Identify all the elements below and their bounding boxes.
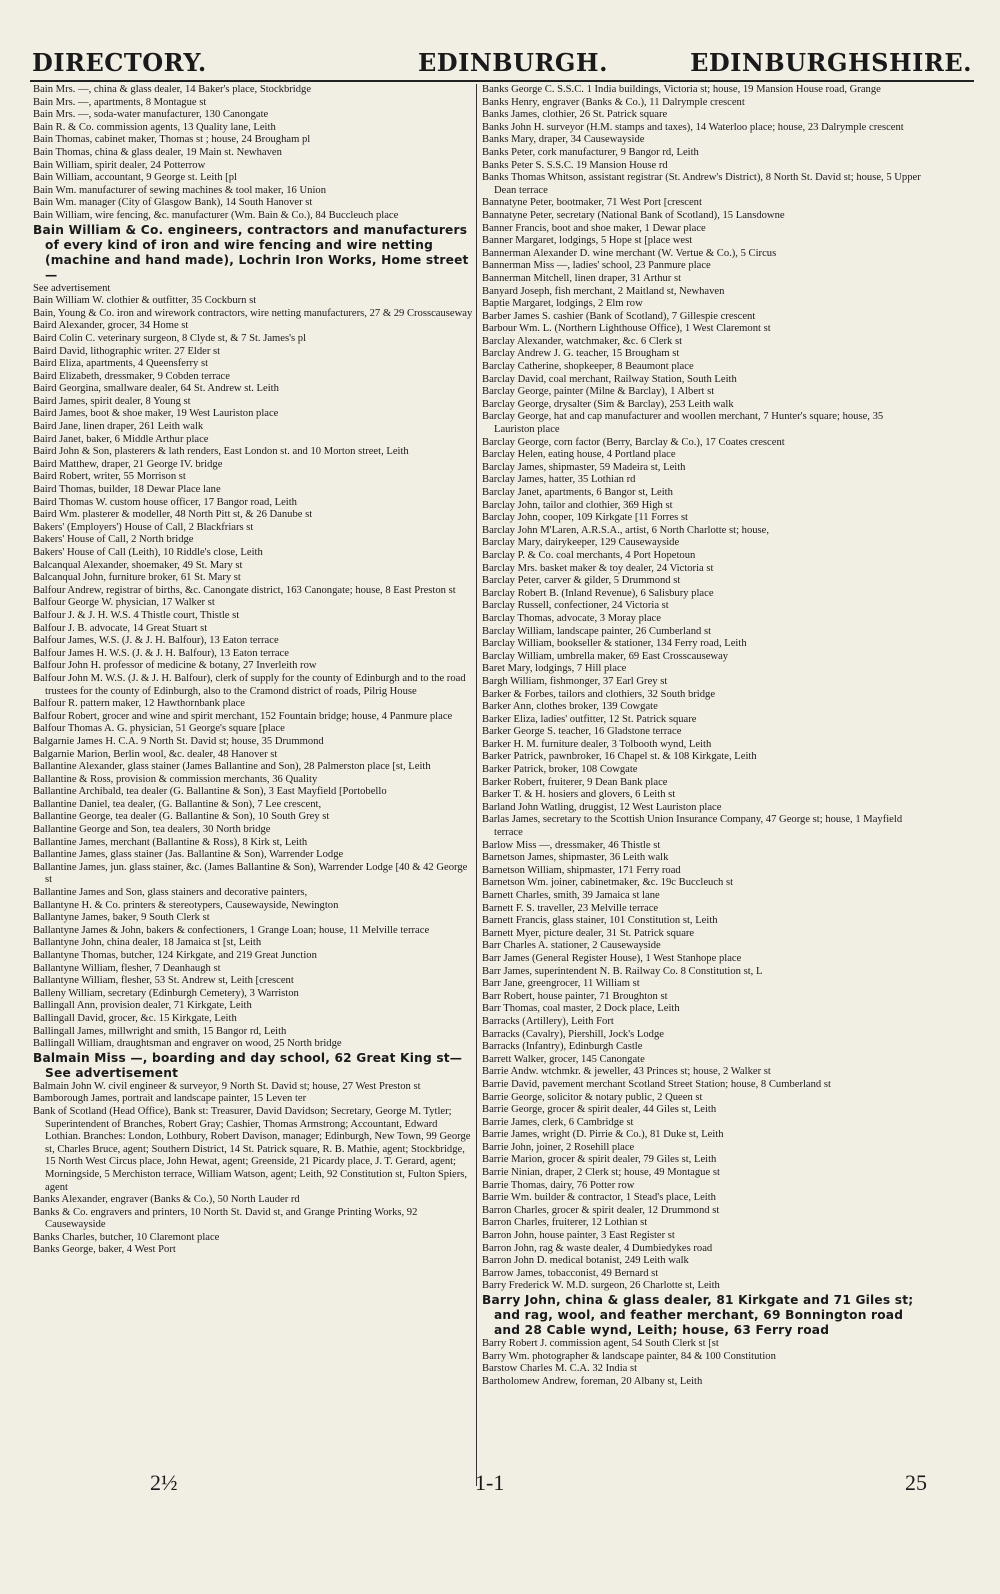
directory-entry: Ballantine George, tea dealer (G. Ballantine & Son), 10 South Grey st xyxy=(33,811,330,823)
directory-entry: Barracks (Artillery), Leith Fort xyxy=(482,1015,614,1027)
directory-entry: Ballantyne John, china dealer, 18 Jamaica st [st, Leith xyxy=(33,937,262,949)
directory-entry: Baird Robert, writer, 55 Morrison st xyxy=(33,471,186,483)
directory-entry: Barclay P. & Co. coal merchants, 4 Port Hopetoun xyxy=(482,549,696,561)
directory-entry: Barnetson William, shipmaster, 171 Ferry road xyxy=(482,864,681,876)
directory-entry: Barclay David, coal merchant, Railway Station, South Leith xyxy=(482,373,737,385)
directory-entry: Bain William, accountant, 9 George st. Leith [pl xyxy=(33,172,237,184)
directory-entry: Barstow Charles M. C.A. 32 India st xyxy=(482,1363,638,1375)
directory-entry: Bannatyne Peter, secretary (National Bank of Scotland), 15 Lansdowne xyxy=(482,209,785,221)
directory-entry: Bartholomew Andrew, foreman, 20 Albany st, Leith xyxy=(482,1375,703,1387)
directory-entry: Bain William, spirit dealer, 24 Potterrow xyxy=(33,159,206,171)
directory-entry: Balgarnie Marion, Berlin wool, &c. dealer, 48 Hanover st xyxy=(33,748,278,760)
header-right-title: EDINBURGHSHIRE. xyxy=(690,48,972,77)
directory-entry: Ballingall William, draughtsman and engraver on wood, 25 North bridge xyxy=(33,1038,342,1050)
directory-entry: Baird David, lithographic writer. 27 Elder st xyxy=(33,345,221,357)
directory-entry: Ballantine Daniel, tea dealer, (G. Ballantine & Son), 7 Lee crescent, xyxy=(33,798,322,810)
directory-entry: Bain William W. clothier & outfitter, 35 Cockburn st xyxy=(33,295,257,307)
directory-entry: Bakers' (Employers') House of Call, 2 Blackfriars st xyxy=(33,521,254,533)
directory-entry: Barclay John M'Laren, A.R.S.A., artist, 6 North Charlotte st; house, xyxy=(482,524,770,536)
directory-entry: Barrie Thomas, dairy, 76 Potter row xyxy=(482,1179,635,1191)
directory-entry: Ballantyne William, flesher, 7 Deanhaugh st xyxy=(33,962,221,974)
directory-entry: Balmain Miss —, boarding and day school, 62 Great King st—See advertisement xyxy=(33,1050,463,1080)
directory-entry: Baird John & Son, plasterers & lath renders, East London st. and 10 Morton street, Leith xyxy=(33,446,409,458)
directory-entry: Bannerman Alexander D. wine merchant (W. Vertue & Co.), 5 Circus xyxy=(482,247,777,259)
page-number: 25 xyxy=(905,1470,927,1495)
directory-entry: Barnett F. S. traveller, 23 Melville terrace xyxy=(482,902,659,914)
directory-entry: Balfour J. & J. H. W.S. 4 Thistle court, Thistle st xyxy=(33,609,240,621)
directory-entry: Barron John D. medical botanist, 249 Leith walk xyxy=(482,1255,689,1267)
directory-entry: Barclay Helen, eating house, 4 Portland place xyxy=(482,449,676,461)
directory-entry: Barclay William, umbrella maker, 69 East Crosscauseway xyxy=(482,650,729,662)
directory-entry: Ballantine George and Son, tea dealers, 30 North bridge xyxy=(33,824,271,836)
directory-entry: Barclay James, hatter, 35 Lothian rd xyxy=(482,474,636,486)
directory-entry: Barclay James, shipmaster, 59 Madeira st, Leith xyxy=(482,461,686,473)
directory-entry: Bain Wm. manager (City of Glasgow Bank), 14 South Hanover st xyxy=(33,197,313,209)
directory-entry: Barnett Myer, picture dealer, 31 St. Patrick square xyxy=(482,927,695,939)
column-divider xyxy=(476,84,477,1486)
directory-entry: Balfour John M. W.S. (J. & J. H. Balfour), clerk of supply for the county of Edinburgh and to the road trustees for the county of Edinburgh, also to the Cramond district of roads, Pilrig House xyxy=(33,672,466,697)
directory-entry: Bannatyne Peter, bootmaker, 71 West Port [crescent xyxy=(482,197,702,209)
directory-entry: Banner Francis, boot and shoe maker, 1 Dewar place xyxy=(482,222,706,234)
directory-entry: Banks George C. S.S.C. 1 India buildings, Victoria st; house, 19 Mansion House road, Grange xyxy=(482,84,881,95)
directory-entry: Balfour J. B. advocate, 14 Great Stuart st xyxy=(33,622,208,634)
directory-entry: Ballantyne James & John, bakers & confectioners, 1 Grange Loan; house, 11 Melville terrace xyxy=(33,924,430,936)
directory-entry: Barclay John, tailor and clothier, 369 High st xyxy=(482,499,673,511)
directory-entry: Barclay Janet, apartments, 6 Bangor st, Leith xyxy=(482,487,673,498)
directory-entry: Barracks (Cavalry), Piershill, Jock's Lodge xyxy=(482,1028,664,1040)
directory-entry: Ballingall Ann, provision dealer, 71 Kirkgate, Leith xyxy=(33,1000,252,1012)
directory-entry: Barron Charles, grocer & spirit dealer, 12 Drummond st xyxy=(482,1204,720,1216)
directory-entry: Barker Eliza, ladies' outfitter, 12 St. Patrick square xyxy=(482,713,697,725)
directory-entry: Barker Patrick, pawnbroker, 16 Chapel st. & 108 Kirkgate, Leith xyxy=(482,751,757,763)
directory-entry: Bain Thomas, cabinet maker, Thomas st ; house, 24 Brougham pl xyxy=(33,134,311,146)
directory-entry: Baird Alexander, grocer, 34 Home st xyxy=(33,320,189,332)
directory-entry: Barrow James, tobacconist, 49 Bernard st xyxy=(482,1267,659,1279)
directory-entry: Banks John H. surveyor (H.M. stamps and taxes), 14 Waterloo place; house, 23 Dalrymple crescent xyxy=(482,121,904,133)
directory-entry: Barker George S. teacher, 16 Gladstone terrace xyxy=(482,726,682,738)
directory-entry: Balfour George W. physician, 17 Walker st xyxy=(33,597,215,609)
directory-entry: Baird James, boot & shoe maker, 19 West Lauriston place xyxy=(33,408,279,420)
directory-entry: Ballantyne Thomas, butcher, 124 Kirkgate, and 219 Great Junction xyxy=(33,950,317,961)
directory-entry: Barr James, superintendent N. B. Railway Co. 8 Constitution st, L xyxy=(482,965,763,977)
directory-entry: Baird Thomas, builder, 18 Dewar Place lane xyxy=(33,484,221,496)
directory-entry: Bain R. & Co. commission agents, 13 Quality lane, Leith xyxy=(33,121,276,133)
directory-entry: Bannerman Mitchell, linen draper, 31 Arthur st xyxy=(482,272,682,284)
directory-entry: Barry Frederick W. M.D. surgeon, 26 Charlotte st, Leith xyxy=(482,1280,720,1292)
directory-entry: Barrie James, wright (D. Pirrie & Co.), 81 Duke st, Leith xyxy=(482,1129,724,1141)
directory-entry: Barber James S. cashier (Bank of Scotland), 7 Gillespie crescent xyxy=(482,310,756,322)
directory-entry: Ballantine Alexander, glass stainer (James Ballantine and Son), 28 Palmerston place [st, Leith xyxy=(33,761,431,773)
directory-entry: Banyard Joseph, fish merchant, 2 Maitland st, Newhaven xyxy=(482,285,725,297)
directory-entry: Barnetson James, shipmaster, 36 Leith walk xyxy=(482,852,669,864)
header-left-title: DIRECTORY. xyxy=(32,48,207,77)
footer-center-mark: 1-1 xyxy=(475,1470,505,1495)
directory-entry: Bamborough James, portrait and landscape painter, 15 Leven ter xyxy=(33,1093,307,1105)
directory-entry: Barrie Ninian, draper, 2 Clerk st; house, 49 Montague st xyxy=(482,1167,720,1179)
directory-entry: Barclay Peter, carver & gilder, 5 Drummond st xyxy=(482,575,681,587)
directory-entry: Bain William & Co. engineers, contractors and manufacturers of every kind of iron and wire fencing and wire netting (machine and hand made), Lochrin Iron Works, Home street— xyxy=(33,222,469,282)
directory-entry: Barker & Forbes, tailors and clothiers, 32 South bridge xyxy=(482,688,716,700)
directory-entry: Balfour James, W.S. (J. & J. H. Balfour), 13 Eaton terrace xyxy=(33,635,279,647)
directory-entry: Barclay William, landscape painter, 26 Cumberland st xyxy=(482,625,712,637)
directory-entry: See advertisement xyxy=(33,282,111,294)
directory-entry: Ballantine & Ross, provision & commission merchants, 36 Quality xyxy=(33,773,318,785)
footer-left-mark: 2½ xyxy=(150,1470,178,1495)
directory-entry: Barrie James, clerk, 6 Cambridge st xyxy=(482,1116,634,1128)
directory-entry: Barclay Alexander, watchmaker, &c. 6 Clerk st xyxy=(482,335,683,347)
directory-entry: Barron John, house painter, 3 East Register st xyxy=(482,1230,675,1242)
directory-entry: Balcanqual Alexander, shoemaker, 49 St. Mary st xyxy=(33,559,243,571)
directory-entry: Barry Robert J. commission agent, 54 South Clerk st [st xyxy=(482,1338,719,1349)
directory-entry: Banks Mary, draper, 34 Causewayside xyxy=(482,134,645,146)
directory-entry: Barlow Miss —, dressmaker, 46 Thistle st xyxy=(482,839,661,851)
directory-entry: Barclay Mrs. basket maker & toy dealer, 24 Victoria st xyxy=(482,562,714,574)
directory-entry: Bain, Young & Co. iron and wirework contractors, wire netting manufacturers, 27 & 29 Crosscauseway xyxy=(33,307,473,319)
directory-entry: Barrie George, solicitor & notary public, 2 Queen st xyxy=(482,1091,703,1103)
directory-entry: Balfour Andrew, registrar of births, &c. Canongate district, 163 Canongate; house, 8 East Preston st xyxy=(33,584,456,596)
directory-entry: Banks Peter, cork manufacturer, 9 Bangor rd, Leith xyxy=(482,146,699,158)
directory-entry: Baird Georgina, smallware dealer, 64 St. Andrew st. Leith xyxy=(33,383,279,395)
directory-entry: Balfour Robert, grocer and wine and spirit merchant, 152 Fountain bridge; house, 4 Panmure place xyxy=(33,710,453,722)
directory-entry: Ballantyne H. & Co. printers & stereotypers, Causewayside, Newington xyxy=(33,899,339,911)
directory-entry: Barr Jane, greengrocer, 11 William st xyxy=(482,978,640,990)
directory-entry: Balfour James H. W.S. (J. & J. H. Balfour), 13 Eaton terrace xyxy=(33,647,289,659)
directory-entry: Barker T. & H. hosiers and glovers, 6 Leith st xyxy=(482,789,676,801)
directory-entry: Barron Charles, fruiterer, 12 Lothian st xyxy=(482,1217,648,1229)
directory-entry: Barclay Thomas, advocate, 3 Moray place xyxy=(482,612,661,624)
directory-entry: Barron John, rag & waste dealer, 4 Dumbiedykes road xyxy=(482,1242,713,1254)
directory-entry: Barclay Catherine, shopkeeper, 8 Beaumont place xyxy=(482,361,694,373)
directory-entry: Barclay George, hat and cap manufacturer and woollen merchant, 7 Hunter's square; house, 35 Lauriston place xyxy=(482,411,884,436)
directory-entry: Ballantine James, merchant (Ballantine & Ross), 8 Kirk st, Leith xyxy=(33,836,308,848)
directory-entry: Bain Mrs. —, apartments, 8 Montague st xyxy=(33,96,207,108)
directory-entry: Bain Mrs. —, china & glass dealer, 14 Baker's place, Stockbridge xyxy=(33,84,312,95)
directory-entry: Banks Alexander, engraver (Banks & Co.), 50 North Lauder rd xyxy=(33,1194,300,1206)
directory-entry: Barclay John, cooper, 109 Kirkgate [11 Forres st xyxy=(482,512,689,524)
directory-entry: Baird Matthew, draper, 21 George IV. bridge xyxy=(33,458,223,470)
directory-entry: Ballantine James, jun. glass stainer, &c. (James Ballantine & Son), Warrender Lodge [40 & 42 George st xyxy=(33,861,468,886)
directory-entry: Barker Ann, clothes broker, 139 Cowgate xyxy=(482,701,658,713)
directory-entry: Barnett Francis, glass stainer, 101 Constitution st, Leith xyxy=(482,915,718,927)
directory-entry: Bakers' House of Call, 2 North bridge xyxy=(33,534,194,546)
header-center-title: EDINBURGH. xyxy=(418,48,608,77)
directory-entry: Barry Wm. photographer & landscape painter, 84 & 100 Constitution xyxy=(482,1350,776,1362)
directory-entry: Balfour Thomas A. G. physician, 51 George's square [place xyxy=(33,723,285,735)
directory-entry: Balfour R. pattern maker, 12 Hawthornbank place xyxy=(33,698,245,710)
left-column xyxy=(33,84,475,1486)
directory-entry: Baird Thomas W. custom house officer, 17 Bangor road, Leith xyxy=(33,496,297,508)
directory-entry: Bank of Scotland (Head Office), Bank st: Treasurer, David Davidson; Secretary, George M. Tytler; Superintendent of Branches, Robert Gray; Cashier, Thomas Armstrong; Accountant, Edward Lothian. Branches: London, Lothbury, Robert Davison, manager; Edinburgh, New Town, 99 George st, Charles Bruce, agent; Southern District, 14 St. Patrick square, R. B. Mathie, agent; Stockbridge, 15 North West Circus place, John Hewat, agent; Greenside, 21 Picardy place, J. T. Gerard, agent; Morningside, 5 Merchiston terrace, William Watson, agent; Leith, 92 Constitution st, Fulton Spiers, agent xyxy=(33,1105,471,1193)
directory-entry: Baptie Margaret, lodgings, 2 Elm row xyxy=(482,298,643,310)
directory-entry: Baret Mary, lodgings, 7 Hill place xyxy=(482,663,627,675)
directory-entry: Ballantyne William, flesher, 53 St. Andrew st, Leith [crescent xyxy=(33,975,294,987)
directory-entry: Barclay George, drysalter (Sim & Barclay), 253 Leith walk xyxy=(482,398,734,410)
directory-entry: Barbour Wm. L. (Northern Lighthouse Office), 1 West Claremont st xyxy=(482,323,771,335)
directory-entry: Baird Wm. plasterer & modeller, 48 North Pitt st, & 26 Danube st xyxy=(33,509,313,521)
directory-entry: Barland John Watling, druggist, 12 West Lauriston place xyxy=(482,801,722,813)
directory-entry: Barclay Mary, dairykeeper, 129 Causewayside xyxy=(482,537,680,549)
directory-entry: Bain Thomas, china & glass dealer, 19 Main st. Newhaven xyxy=(33,146,282,158)
directory-entry: Barrie Marion, grocer & spirit dealer, 79 Giles st, Leith xyxy=(482,1154,717,1166)
directory-entry: Ballantine James and Son, glass stainers and decorative painters, xyxy=(33,887,308,899)
directory-entry: Barrie John, joiner, 2 Rosehill place xyxy=(482,1141,635,1153)
directory-entry: Barr James (General Register House), 1 West Stanhope place xyxy=(482,952,742,964)
directory-entry: Banks Henry, engraver (Banks & Co.), 11 Dalrymple crescent xyxy=(482,96,745,108)
directory-entry: Baird Jane, linen draper, 261 Leith walk xyxy=(33,421,204,433)
directory-entry: Barracks (Infantry), Edinburgh Castle xyxy=(482,1041,643,1053)
directory-entry: Banner Margaret, lodgings, 5 Hope st [place west xyxy=(482,235,693,247)
directory-entry: Barker H. M. furniture dealer, 3 Tolbooth wynd, Leith xyxy=(482,738,712,750)
directory-entry: Banks Charles, butcher, 10 Claremont place xyxy=(33,1231,220,1243)
page-header xyxy=(30,48,974,80)
directory-entry: Bain Wm. manufacturer of sewing machines & tool maker, 16 Union xyxy=(33,184,326,196)
directory-entry: Barclay Robert B. (Inland Revenue), 6 Salisbury place xyxy=(482,587,714,599)
directory-entry: Balgarnie James H. C.A. 9 North St. David st; house, 35 Drummond xyxy=(33,735,324,747)
header-rule xyxy=(30,80,974,82)
directory-entry: Banks James, clothier, 26 St. Patrick square xyxy=(482,109,668,121)
directory-entry: Baird James, spirit dealer, 8 Young st xyxy=(33,395,191,407)
directory-entry: Banks & Co. engravers and printers, 10 North St. David st, and Grange Printing Works, 92 Causewayside xyxy=(33,1206,418,1231)
directory-entry: Barclay William, bookseller & stationer, 134 Ferry road, Leith xyxy=(482,638,747,650)
directory-entry: Barrie Andw. wtchmkr. & jeweller, 43 Princes st; house, 2 Walker st xyxy=(482,1066,771,1078)
directory-entry: Barrett Walker, grocer, 145 Canongate xyxy=(482,1053,645,1065)
directory-entry: Ballingall James, millwright and smith, 15 Bangor rd, Leith xyxy=(33,1025,287,1037)
directory-entry: Baird Elizabeth, dressmaker, 9 Cobden terrace xyxy=(33,370,230,382)
directory-entry: Bannerman Miss —, ladies' school, 23 Panmure place xyxy=(482,260,711,272)
directory-entry: Bargh William, fishmonger, 37 Earl Grey st xyxy=(482,675,668,687)
directory-entry: Ballantine Archibald, tea dealer (G. Ballantine & Son), 3 East Mayfield [Portobello xyxy=(33,786,387,798)
directory-entry: Bakers' House of Call (Leith), 10 Riddle's close, Leith xyxy=(33,547,263,558)
directory-entry: Banks Thomas Whitson, assistant registrar (St. Andrew's District), 8 North St. David st; house, 5 Upper Dean terrace xyxy=(482,172,921,196)
directory-entry: Barnetson Wm. joiner, cabinetmaker, &c. 19c Buccleuch st xyxy=(482,877,734,889)
directory-entry: Barker Robert, fruiterer, 9 Dean Bank place xyxy=(482,776,668,788)
directory-entry: Barr Robert, house painter, 71 Broughton st xyxy=(482,990,668,1002)
directory-entry: Barnett Charles, smith, 39 Jamaica st lane xyxy=(482,890,660,901)
right-column xyxy=(482,84,922,1486)
directory-entry: Barclay George, painter (Milne & Barclay), 1 Albert st xyxy=(482,386,715,398)
directory-entry: Barrie Wm. builder & contractor, 1 Stead's place, Leith xyxy=(482,1192,716,1204)
directory-entry: Balfour John H. professor of medicine & botany, 27 Inverleith row xyxy=(33,660,317,672)
directory-entry: Barlas James, secretary to the Scottish Union Insurance Company, 47 George st; house, 1 Mayfield terrace xyxy=(482,814,903,839)
directory-entry: Banks George, baker, 4 West Port xyxy=(33,1244,176,1256)
directory-entry: Balcanqual John, furniture broker, 61 St. Mary st xyxy=(33,572,241,584)
directory-entry: Barclay Andrew J. G. teacher, 15 Brougham st xyxy=(482,348,680,360)
directory-entry: Ballantine James, glass stainer (Jas. Ballantine & Son), Warrender Lodge xyxy=(33,849,344,861)
directory-entry: Ballantyne James, baker, 9 South Clerk st xyxy=(33,912,210,924)
directory-entry: Balmain John W. civil engineer & surveyor, 9 North St. David st; house, 27 West Preston st xyxy=(33,1080,421,1092)
directory-entry: Baird Colin C. veterinary surgeon, 8 Clyde st, & 7 St. James's pl xyxy=(33,332,307,344)
directory-entry: Barrie George, grocer & spirit dealer, 44 Giles st, Leith xyxy=(482,1104,717,1116)
directory-entry: Banks Peter S. S.S.C. 19 Mansion House rd xyxy=(482,159,668,171)
directory-entry: Baird Janet, baker, 6 Middle Arthur place xyxy=(33,433,209,445)
directory-entry: Barclay George, corn factor (Berry, Barclay & Co.), 17 Coates crescent xyxy=(482,436,785,448)
directory-entry: Barr Charles A. stationer, 2 Causewayside xyxy=(482,940,661,952)
directory-entry: Bain Mrs. —, soda-water manufacturer, 130 Canongate xyxy=(33,109,269,121)
directory-entry: Baird Eliza, apartments, 4 Queensferry st xyxy=(33,358,209,370)
directory-entry: Balleny William, secretary (Edinburgh Cemetery), 3 Warriston xyxy=(33,987,299,999)
directory-entry: Ballingall David, grocer, &c. 15 Kirkgate, Leith xyxy=(33,1012,237,1024)
directory-entry: Barker Patrick, broker, 108 Cowgate xyxy=(482,764,638,776)
directory-entry: Barry John, china & glass dealer, 81 Kirkgate and 71 Giles st; and rag, wool, and feather merchant, 69 Bonnington road and 28 Cable wynd, Leith; house, 63 Ferry road xyxy=(482,1293,914,1337)
directory-entry: Barr Thomas, coal master, 2 Dock place, Leith xyxy=(482,1003,680,1015)
directory-entry: Bain William, wire fencing, &c. manufacturer (Wm. Bain & Co.), 84 Buccleuch place xyxy=(33,209,399,221)
directory-entry: Barclay Russell, confectioner, 24 Victoria st xyxy=(482,600,669,612)
directory-entry: Barrie David, pavement merchant Scotland Street Station; house, 8 Cumberland st xyxy=(482,1078,831,1090)
